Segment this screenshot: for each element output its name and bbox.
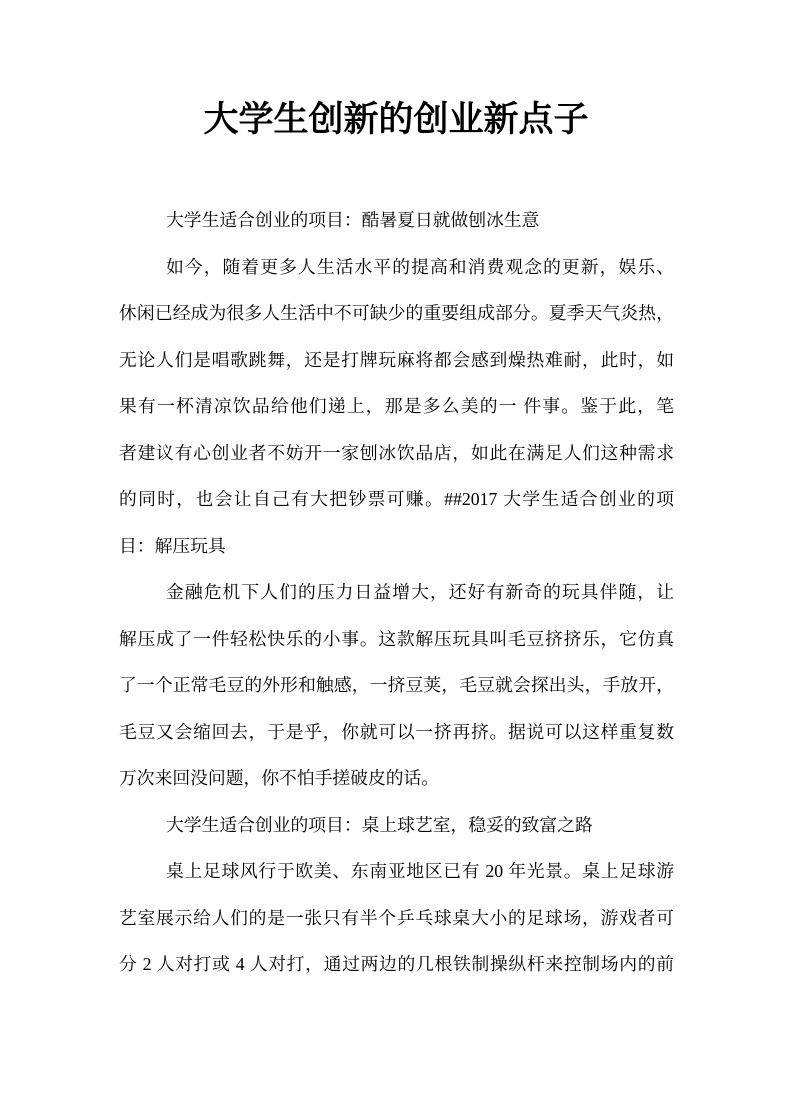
body-line: 果有一杯清凉饮品给他们递上，那是多么美的一 件事。鉴于此，笔 <box>119 396 674 416</box>
body-line: 者建议有心创业者不妨开一家刨冰饮品店，如此在满足人们这种需求 <box>119 442 674 463</box>
body-line: 目：解压玩具 <box>119 535 226 556</box>
body-line: 桌上足球风行于欧美、东南亚地区已有 20 年光景。桌上足球游 <box>166 861 674 881</box>
body-line: 解压成了一件轻松快乐的小事。这款解压玩具叫毛豆挤挤乐，它仿真 <box>119 628 674 649</box>
body-line: 分 2 人对打或 4 人对打，通过两边的几根铁制操纵杆来控制场内的前 <box>119 954 674 974</box>
body-line: 如今，随着更多人生活水平的提高和消费观念的更新，娱乐、 <box>166 256 674 277</box>
body-line: 大学生适合创业的项目：酷暑夏日就做刨冰生意 <box>166 210 540 230</box>
document-body <box>119 197 674 988</box>
body-line: 大学生适合创业的项目：桌上球艺室，稳妥的致富之路 <box>166 814 593 835</box>
body-line: 金融危机下人们的压力日益增大，还好有新奇的玩具伴随，让 <box>166 582 674 602</box>
body-line: 毛豆又会缩回去，于是乎，你就可以一挤再挤。据说可以这样重复数 <box>119 721 674 742</box>
body-line: 休闲已经成为很多人生活中不可缺少的重要组成部分。夏季天气炎热， <box>119 303 674 323</box>
body-line: 艺室展示给人们的是一张只有半个乒乓球桌大小的足球场，游戏者可 <box>119 907 674 928</box>
document-title: 大学生创新的创业新点子 <box>203 100 589 139</box>
body-line: 的同时，也会让自己有大把钞票可赚。##2017 大学生适合创业的项 <box>119 489 674 509</box>
body-line: 无论人们是唱歌跳舞，还是打牌玩麻将都会感到燥热难耐，此时，如 <box>119 349 674 370</box>
body-line: 万次来回没问题，你不怕手搓破皮的话。 <box>119 768 440 788</box>
body-line: 了一个正常毛豆的外形和触感，一挤豆荚，毛豆就会探出头，手放开， <box>119 675 674 695</box>
